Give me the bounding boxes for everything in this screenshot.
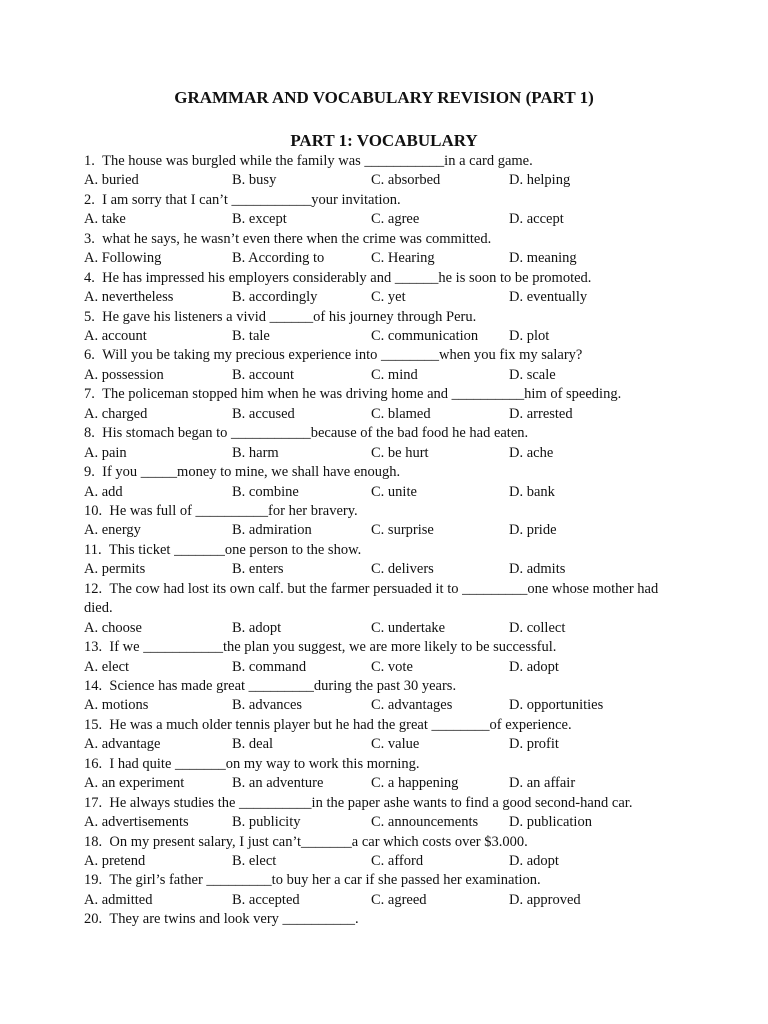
question-item — [84, 152, 684, 191]
question-item — [84, 833, 684, 872]
answer-option: D. adopt — [509, 853, 559, 870]
question-number: 10. — [84, 503, 103, 520]
question-number: 14. — [84, 678, 103, 695]
question-item — [84, 871, 684, 910]
answer-options — [84, 327, 684, 346]
question-item — [84, 677, 684, 716]
answer-option: D. adopt — [509, 658, 559, 675]
question-text-after: him of speeding. — [524, 386, 622, 403]
question-text-after: of his journey through Peru. — [313, 308, 477, 325]
question-stem — [84, 385, 684, 404]
answer-option: B. accordingly — [232, 289, 318, 306]
answer-option: D. admits — [509, 561, 566, 578]
question-stem — [84, 502, 684, 521]
answer-option: D. ache — [509, 444, 554, 461]
question-text-after: on my way to work this morning. — [225, 755, 420, 772]
question-text-before: He gave his listeners a vivid — [102, 308, 270, 325]
question-item — [84, 502, 684, 541]
answer-option: D. opportunities — [509, 697, 604, 714]
question-number: 1. — [84, 153, 95, 169]
question-text-after: he is soon to be promoted. — [438, 269, 592, 286]
question-number: 20. — [84, 911, 103, 928]
question-item — [84, 230, 684, 269]
question-number: 8. — [84, 425, 95, 442]
question-item — [84, 755, 684, 794]
question-number: 12. — [84, 580, 103, 597]
question-stem — [84, 716, 684, 735]
answer-options — [84, 366, 684, 385]
question-text-before: On my present salary, I just can’t — [109, 833, 302, 850]
answer-blank: _________ — [248, 678, 314, 695]
question-item — [84, 463, 684, 502]
question-number: 9. — [84, 464, 95, 481]
answer-option: D. collect — [509, 619, 566, 636]
question-number: 17. — [84, 794, 103, 811]
answer-options — [84, 774, 684, 793]
answer-options — [84, 171, 684, 190]
answer-blank: ___________ — [143, 639, 223, 656]
answer-blank: ___________ — [231, 425, 311, 442]
answer-options — [84, 444, 684, 463]
question-number: 4. — [84, 269, 95, 286]
answer-option: A. elect — [84, 658, 130, 675]
question-text-before: He has impressed his employers considerably and — [102, 269, 395, 286]
answer-blank: _______ — [175, 755, 226, 772]
question-text-after: for her bravery. — [268, 503, 358, 520]
question-text-before: He was a much older tennis player but he had the great — [109, 716, 432, 733]
question-number: 15. — [84, 716, 103, 733]
question-list — [84, 152, 684, 930]
answer-option: A. permits — [84, 561, 146, 578]
question-item — [84, 541, 684, 580]
answer-option: C. a happening — [371, 775, 459, 792]
question-item — [84, 424, 684, 463]
question-stem — [84, 794, 684, 813]
question-text-before: His stomach began to — [102, 425, 231, 442]
question-item — [84, 269, 684, 308]
answer-blank: _________ — [462, 580, 528, 597]
answer-option: D. meaning — [509, 250, 577, 267]
answer-option: D. bank — [509, 483, 555, 500]
answer-option: B. deal — [232, 736, 274, 753]
question-text-after: of experience. — [489, 716, 572, 733]
answer-option: C. be hurt — [371, 444, 429, 461]
answer-option: A. take — [84, 211, 126, 228]
question-number: 16. — [84, 755, 103, 772]
question-text-before: They are twins and look very — [109, 911, 283, 928]
answer-option: D. an affair — [509, 775, 576, 792]
answer-option: C. value — [371, 736, 420, 753]
answer-option: A. add — [84, 483, 123, 500]
question-stem — [84, 230, 684, 249]
answer-blank: _______ — [174, 541, 225, 558]
question-text-after: money to mine, we shall have enough. — [177, 464, 401, 481]
question-stem — [84, 424, 684, 443]
answer-option: B. accepted — [232, 891, 300, 908]
answer-blank: __________ — [282, 911, 356, 928]
question-item — [84, 385, 684, 424]
answer-option: A. motions — [84, 697, 149, 714]
question-item — [84, 308, 684, 347]
question-item — [84, 716, 684, 755]
question-text-before: I had quite — [109, 755, 176, 772]
question-stem — [84, 910, 684, 929]
question-stem — [84, 308, 684, 327]
answer-option: C. agreed — [371, 891, 427, 908]
question-text-before: The cow had lost its own calf. but the farmer persuaded it to — [109, 580, 463, 597]
answer-options — [84, 658, 684, 677]
question-text-before: The house was burgled while the family was — [102, 153, 365, 169]
answer-option: D. pride — [509, 522, 557, 539]
answer-option: C. afford — [371, 853, 424, 870]
answer-option: D. approved — [509, 891, 581, 908]
question-text-before: He always studies the — [109, 794, 240, 811]
answer-option: B. enters — [232, 561, 284, 578]
question-number: 3. — [84, 230, 95, 247]
question-item — [84, 346, 684, 385]
answer-option: B. an adventure — [232, 775, 324, 792]
question-text-before: Science has made great — [109, 678, 249, 695]
question-number: 2. — [84, 191, 95, 208]
answer-option: D. helping — [509, 172, 571, 189]
question-number: 19. — [84, 872, 103, 889]
question-number: 5. — [84, 308, 95, 325]
answer-option: D. plot — [509, 328, 550, 345]
answer-option: A. an experiment — [84, 775, 185, 792]
question-stem — [84, 580, 684, 619]
answer-option: A. energy — [84, 522, 141, 539]
question-number: 11. — [84, 541, 102, 558]
document-title: GRAMMAR AND VOCABULARY REVISION (PART 1) — [174, 88, 594, 107]
question-text-after: one person to the show. — [224, 541, 362, 558]
answer-options — [84, 560, 684, 579]
question-item — [84, 794, 684, 833]
question-text-after: the plan you suggest, we are more likely to be successful. — [222, 639, 557, 656]
answer-option: B. advances — [232, 697, 303, 714]
answer-option: A. possession — [84, 366, 164, 383]
question-text-after: one whose mother had died. — [84, 580, 659, 617]
answer-option: C. unite — [371, 483, 417, 500]
answer-options — [84, 813, 684, 832]
answer-option: C. agree — [371, 211, 420, 228]
answer-option: C. absorbed — [371, 172, 441, 189]
answer-option: A. pretend — [84, 853, 146, 870]
answer-options — [84, 891, 684, 910]
question-stem — [84, 638, 684, 657]
answer-options — [84, 696, 684, 715]
question-item — [84, 191, 684, 230]
answer-option: B. publicity — [232, 814, 301, 831]
answer-option: C. announcements — [371, 814, 479, 831]
answer-blank: _____ — [140, 464, 178, 481]
answer-option: A. nevertheless — [84, 289, 174, 306]
answer-option: C. delivers — [371, 561, 434, 578]
answer-options — [84, 619, 684, 638]
question-stem — [84, 755, 684, 774]
answer-option: C. communication — [371, 328, 479, 345]
answer-blank: ___________ — [364, 153, 445, 169]
answer-option: B. account — [232, 366, 295, 383]
question-item — [84, 580, 684, 638]
answer-option: D. publication — [509, 814, 592, 831]
answer-option: C. surprise — [371, 522, 434, 539]
question-text-before: If we — [109, 639, 144, 656]
answer-options — [84, 735, 684, 754]
answer-options — [84, 405, 684, 424]
question-text-before: This ticket — [108, 541, 175, 558]
answer-option: A. Following — [84, 250, 162, 267]
question-stem — [84, 541, 684, 560]
answer-blank: ___________ — [231, 191, 312, 208]
answer-option: D. eventually — [509, 289, 588, 306]
question-number: 18. — [84, 833, 103, 850]
answer-option: B. combine — [232, 483, 299, 500]
question-text-before: If you — [102, 464, 141, 481]
answer-option: A. admitted — [84, 891, 153, 908]
question-text-before: what he says, he wasn’t even there when the crime was committed. — [102, 230, 492, 247]
question-stem — [84, 871, 684, 890]
answer-option: C. Hearing — [371, 250, 435, 267]
answer-option: C. yet — [371, 289, 406, 306]
question-item — [84, 910, 684, 929]
answer-option: C. blamed — [371, 405, 431, 422]
answer-option: D. profit — [509, 736, 559, 753]
answer-blank: _______ — [301, 833, 352, 850]
answer-option: B. accused — [232, 405, 295, 422]
question-text-before: I am sorry that I can’t — [102, 191, 232, 208]
question-stem — [84, 152, 684, 171]
answer-option: A. advertisements — [84, 814, 189, 831]
question-text-after: . — [355, 911, 359, 928]
answer-option: A. pain — [84, 444, 127, 461]
question-number: 7. — [84, 386, 95, 403]
answer-blank: ______ — [394, 269, 439, 286]
question-text-before: He was full of — [109, 503, 196, 520]
answer-option: B. busy — [232, 172, 277, 189]
answer-option: A. buried — [84, 172, 139, 189]
answer-option: B. tale — [232, 328, 270, 345]
answer-option: C. advantages — [371, 697, 453, 714]
answer-option: D. scale — [509, 366, 556, 383]
answer-option: B. admiration — [232, 522, 312, 539]
answer-option: B. except — [232, 211, 287, 228]
answer-option: C. vote — [371, 658, 413, 675]
answer-blank: _________ — [206, 872, 272, 889]
answer-option: D. arrested — [509, 405, 573, 422]
question-stem — [84, 269, 684, 288]
answer-option: B. According to — [232, 250, 325, 267]
answer-options — [84, 483, 684, 502]
question-text-after: during the past 30 years. — [313, 678, 457, 695]
question-stem — [84, 346, 684, 365]
answer-options — [84, 521, 684, 540]
question-text-after: in a card game. — [444, 153, 533, 169]
part-title: PART 1: VOCABULARY — [290, 131, 478, 150]
question-text-after: because of the bad food he had eaten. — [310, 425, 529, 442]
answer-option: A. charged — [84, 405, 148, 422]
answer-option: A. advantage — [84, 736, 161, 753]
answer-option: C. undertake — [371, 619, 446, 636]
question-text-after: to buy her a car if she passed her examination. — [271, 872, 541, 889]
question-text-before: The girl’s father — [109, 872, 207, 889]
answer-blank: ________ — [381, 347, 439, 364]
question-text-before: Will you be taking my precious experience into — [102, 347, 381, 364]
question-text-before: The policeman stopped him when he was driving home and — [102, 386, 452, 403]
question-stem — [84, 833, 684, 852]
answer-option: B. harm — [232, 444, 279, 461]
answer-option: B. adopt — [232, 619, 282, 636]
answer-blank: ________ — [431, 716, 490, 733]
question-text-after: a car which costs over $3.000. — [351, 833, 528, 850]
question-text-after: your invitation. — [311, 191, 401, 208]
answer-options — [84, 288, 684, 307]
answer-option: C. mind — [371, 366, 418, 383]
question-text-after: when you fix my salary? — [439, 347, 583, 364]
question-stem — [84, 677, 684, 696]
question-number: 13. — [84, 639, 103, 656]
answer-options — [84, 852, 684, 871]
question-text-after: in the paper ashe wants to find a good second-hand car. — [311, 794, 633, 811]
answer-option: B. command — [232, 658, 307, 675]
answer-blank: ______ — [269, 308, 314, 325]
question-stem — [84, 191, 684, 210]
question-stem — [84, 463, 684, 482]
answer-options — [84, 249, 684, 268]
answer-option: A. account — [84, 328, 147, 345]
answer-option: B. elect — [232, 853, 277, 870]
answer-options — [84, 210, 684, 229]
answer-option: A. choose — [84, 619, 142, 636]
question-number: 6. — [84, 347, 95, 364]
answer-blank: __________ — [239, 794, 312, 811]
answer-blank: __________ — [451, 386, 525, 403]
answer-option: D. accept — [509, 211, 564, 228]
question-item — [84, 638, 684, 677]
answer-blank: __________ — [195, 503, 269, 520]
